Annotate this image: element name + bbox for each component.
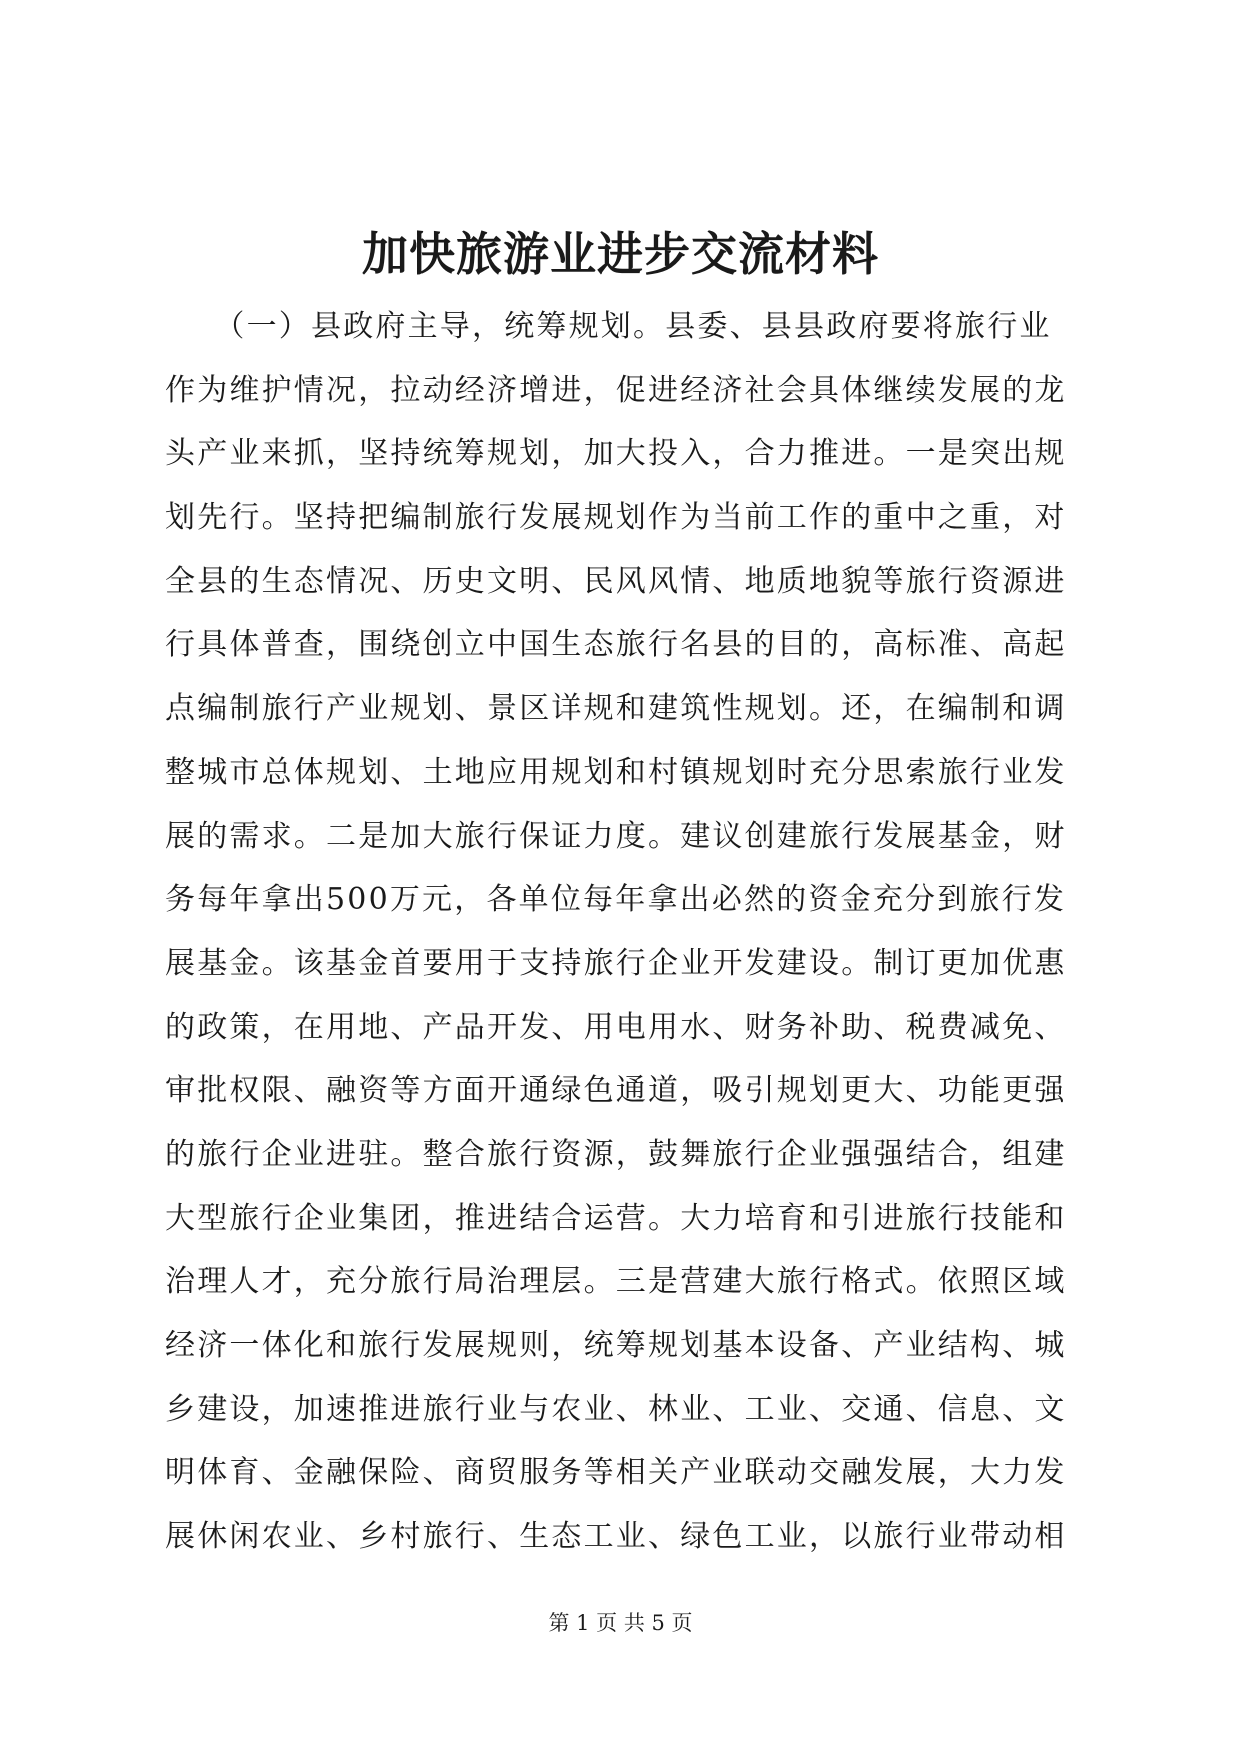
body-line: 大型旅行企业集团，推进结合运营。大力培育和引进旅行技能和 (165, 1200, 1067, 1236)
body-line: 的政策，在用地、产品开发、用电用水、财务补助、税费减免、 (165, 1009, 1067, 1045)
body-line: 治理人才，充分旅行局治理层。三是营建大旅行格式。依照区域 (165, 1264, 1067, 1300)
body-line: 务每年拿出500万元，各单位每年拿出必然的资金充分到旅行发 (165, 882, 1067, 918)
body-line: 点编制旅行产业规划、景区详规和建筑性规划。还，在编制和调 (165, 691, 1067, 727)
body-line: （一）县政府主导，统筹规划。县委、县县政府要将旅行业 (165, 309, 1052, 344)
body-line: 划先行。坚持把编制旅行发展规划作为当前工作的重中之重，对 (165, 500, 1067, 536)
body-line: 展基金。该基金首要用于支持旅行企业开发建设。制订更加优惠 (165, 945, 1067, 981)
body-line: 头产业来抓，坚持统筹规划，加大投入，合力推进。一是突出规 (165, 436, 1067, 472)
body-text (165, 295, 1085, 1569)
body-line: 全县的生态情况、历史文明、民风风情、地质地貌等旅行资源进 (165, 563, 1067, 599)
body-line: 的旅行企业进驻。整合旅行资源，鼓舞旅行企业强强结合，组建 (165, 1136, 1067, 1172)
body-line: 乡建设，加速推进旅行业与农业、林业、工业、交通、信息、文 (165, 1391, 1067, 1427)
body-line: 明体育、金融保险、商贸服务等相关产业联动交融发展，大力发 (165, 1455, 1067, 1491)
document-title: 加快旅游业进步交流材料 (362, 227, 879, 281)
body-line: 经济一体化和旅行发展规则，统筹规划基本设备、产业结构、城 (165, 1328, 1067, 1363)
body-line: 展休闲农业、乡村旅行、生态工业、绿色工业，以旅行业带动相 (165, 1519, 1067, 1555)
body-line: 整城市总体规划、土地应用规划和村镇规划时充分思索旅行业发 (165, 754, 1067, 790)
body-line: 作为维护情况，拉动经济增进，促进经济社会具体继续发展的龙 (165, 372, 1067, 408)
page-number-footer: 第 1 页 共 5 页 (548, 1611, 693, 1635)
body-line: 行具体普查，围绕创立中国生态旅行名县的目的，高标准、高起 (165, 627, 1067, 663)
body-line: 展的需求。二是加大旅行保证力度。建议创建旅行发展基金，财 (165, 818, 1067, 854)
body-line: 审批权限、融资等方面开通绿色通道，吸引规划更大、功能更强 (165, 1073, 1067, 1109)
